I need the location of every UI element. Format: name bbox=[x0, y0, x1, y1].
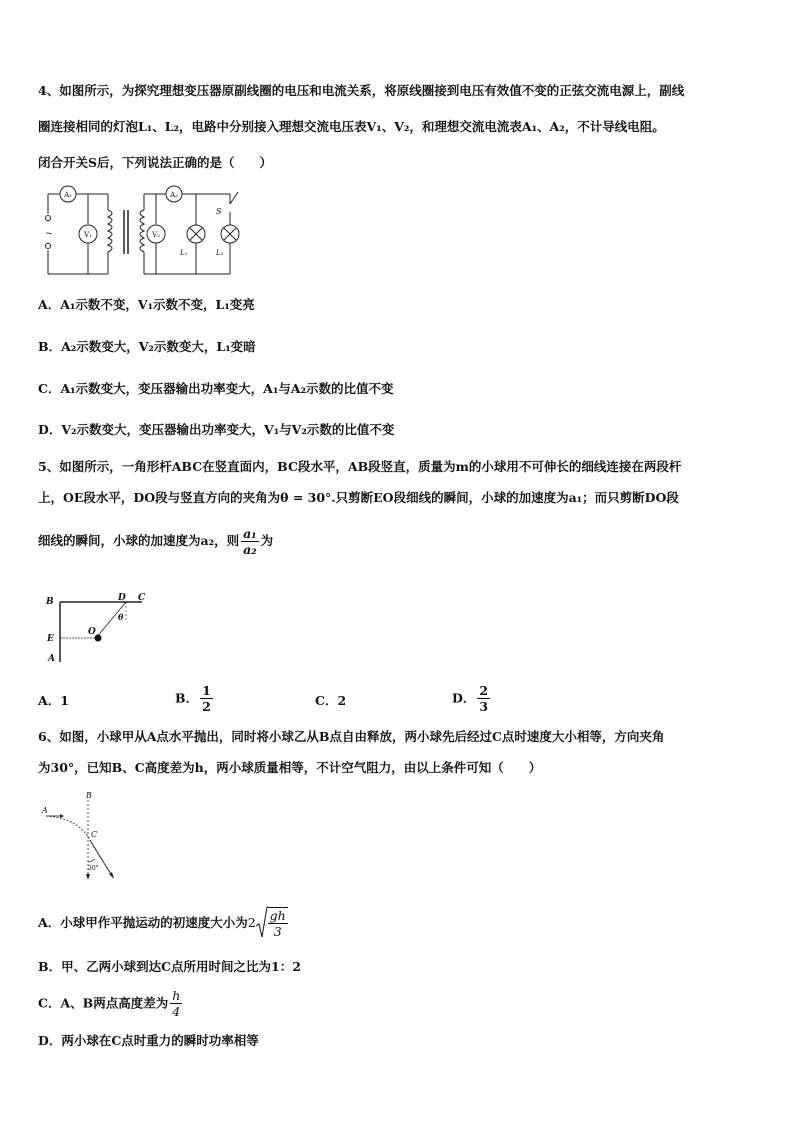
transformer-circuit-diagram bbox=[40, 180, 250, 280]
point-b-label: B bbox=[86, 791, 92, 800]
ac-source-symbol: ~ bbox=[45, 229, 53, 239]
voltmeter-v1-label: V₁ bbox=[84, 231, 92, 239]
q6-option-d: D．两小球在C点时重力的瞬时功率相等 bbox=[38, 1033, 259, 1048]
q5-line-3: 细线的瞬间，小球的加速度为a₂，则 $\frac{\text{a₁}}{\text{a₂}}$ 为 bbox=[38, 526, 274, 557]
q6-option-c: C．A、B两点高度差为 $\frac{h}{4}$ bbox=[38, 988, 181, 1019]
lamp-l2-label: L₂ bbox=[216, 249, 224, 257]
ammeter-a2-label: A₂ bbox=[170, 191, 178, 199]
point-c-label: C bbox=[91, 830, 98, 839]
point-b-label: B bbox=[46, 597, 54, 607]
q5-option-b: B． $\frac{1}{2}$ bbox=[175, 683, 211, 714]
q5-option-a: A．1 bbox=[38, 693, 69, 708]
q4-line-1: 4、如图所示，为探究理想变压器原副线圈的电压和电流关系，将原线圈接到电压有效值不变的正弦交流电源上，副线 bbox=[38, 83, 685, 98]
q6-line-2: 为30°，已知B、C高度差为h，两小球质量相等，不计空气阻力，由以上条件可知（ ） bbox=[38, 760, 542, 775]
angle-rod-diagram bbox=[44, 590, 154, 666]
voltmeter-v2-label: V₂ bbox=[152, 231, 160, 239]
point-a-label: A bbox=[48, 654, 55, 664]
q5-option-c: C．2 bbox=[315, 693, 347, 708]
point-o-label: O bbox=[88, 627, 96, 637]
q4-option-b: B．A₂示数变大，V₂示数变大，L₁变暗 bbox=[38, 339, 256, 354]
sqrt-expression: $\frac{gh}{3}$ bbox=[256, 906, 290, 940]
lamp-l1-label: L₁ bbox=[180, 249, 188, 257]
ammeter-a1-label: A₁ bbox=[64, 191, 72, 199]
q4-line-2: 圈连接相同的灯泡L₁、L₂，电路中分别接入理想交流电压表V₁、V₂，和理想交流电流表A₁、A₂，不计导线电阻。 bbox=[38, 119, 665, 134]
q6-option-a: A．小球甲作平抛运动的初速度大小为2 $\frac{gh}{3}$ bbox=[38, 906, 290, 940]
q6-option-b: B．甲、乙两小球到达C点所用时间之比为1：2 bbox=[38, 959, 301, 974]
projectile-diagram bbox=[38, 788, 128, 884]
point-a-label: A bbox=[42, 806, 48, 815]
switch-s-label: S bbox=[216, 207, 222, 216]
q4-option-d: D．V₂示数变大，变压器输出功率变大，V₁与V₂示数的比值不变 bbox=[38, 422, 395, 437]
point-e-label: E bbox=[47, 634, 54, 644]
q5-fraction: $\frac{\text{a₁}}{\text{a₂}}$ bbox=[243, 526, 257, 557]
q5-line-2: 上，OE段水平，DO段与竖直方向的夹角为θ = 30°.只剪断EO段细线的瞬间，小球的加速度为a₁；而只剪断DO段 bbox=[38, 490, 679, 505]
theta-label: θ bbox=[118, 612, 124, 622]
q6-line-1: 6、如图，小球甲从A点水平抛出，同时将小球乙从B点自由释放，两小球先后经过C点时速度大小相等，方向夹角 bbox=[38, 729, 665, 744]
q4-option-c: C．A₁示数变大，变压器输出功率变大，A₁与A₂示数的比值不变 bbox=[38, 381, 394, 396]
q4-option-a: A．A₁示数不变，V₁示数不变，L₁变亮 bbox=[38, 297, 255, 312]
q5-line-1: 5、如图所示，一角形杆ABC在竖直面内，BC段水平，AB段竖直，质量为m的小球用不可伸长的细线连接在两段杆 bbox=[38, 459, 682, 474]
angle-30-label: 30° bbox=[88, 865, 99, 872]
point-c-label: C bbox=[138, 593, 146, 603]
point-d-label: D bbox=[118, 593, 126, 603]
q4-line-3: 闭合开关S后，下列说法正确的是（ ） bbox=[38, 155, 273, 170]
q5-option-d: D． $\frac{2}{3}$ bbox=[452, 683, 489, 714]
